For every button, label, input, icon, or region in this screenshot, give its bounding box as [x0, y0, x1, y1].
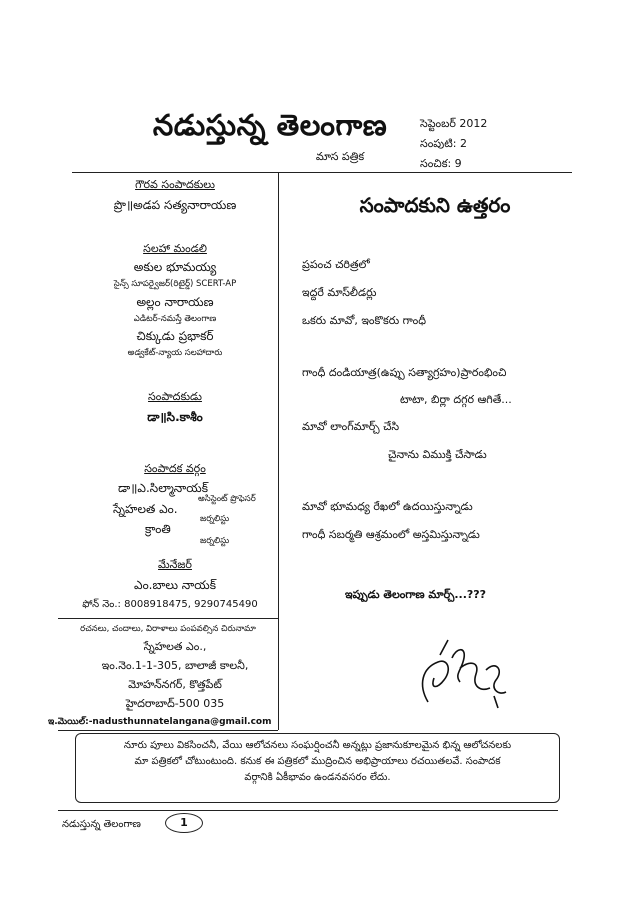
left-bottom-divider: [58, 730, 278, 731]
column-divider: [278, 172, 279, 730]
address-heading: రచనలు, చందాలు, విరాళాలు పంపవల్సిన చిరునామా: [80, 624, 256, 634]
manager-name: ఎం.బాలు నాయక్: [134, 578, 216, 592]
honorary-editor-name: ప్రొ॥అడప సత్యనారాయణ: [113, 198, 237, 212]
advisor-name: చిక్కుడు ప్రభాకర్: [136, 329, 214, 343]
address-line: హైదరాబాద్-500 035: [125, 697, 225, 710]
editorial-heading: సంపాదకుని ఉత్తరం: [359, 193, 511, 217]
notice-line: మా పత్రికలో చోటుంటుంది. కనుక ఈ పత్రికలో ముద్రించిన అభిప్రాయాలు రచయితలవే. సంపాదక: [134, 756, 501, 767]
editorial-line: ఇద్దరే మాస్‌లీడర్లు: [302, 286, 377, 299]
editorial-line: టాటా, బిర్లా దగ్గర ఆగితే...: [400, 393, 512, 406]
board-member-name: స్నేహలత ఎం.: [113, 502, 178, 516]
board-member-role: అసిస్టెంట్ ప్రొఫెసర్: [198, 494, 256, 504]
email-address: ఇ.మెయిల్:-nadusthunnatelangana@gmail.com: [48, 717, 272, 727]
advisor-role: ఎడిటర్-నమస్తే తెలంగాణ: [133, 314, 217, 324]
issue-number: సంచిక: 9: [420, 157, 462, 170]
editorial-line: గాంధీ దండియాత్ర(ఉప్పు సత్యాగ్రహం)ప్రారంభించి: [302, 366, 507, 379]
editorial-closing: ఇప్పుడు తెలంగాణ మార్చ్...???: [345, 588, 487, 601]
honorary-editors-heading: గౌరవ సంపాదకులు: [135, 178, 215, 191]
editorial-line: గాంధీ సబర్మతి ఆశ్రమంలో అస్తమిస్తున్నాడు: [302, 528, 480, 541]
issue-volume: సంపుటి: 2: [420, 137, 467, 150]
board-member-role: జర్నలిస్టు: [200, 514, 230, 524]
issue-date: సెప్టెంబర్ 2012: [420, 117, 488, 130]
editor-signature-image: [400, 630, 520, 715]
magazine-title: నడుస్తున్న తెలంగాణ: [152, 108, 388, 142]
notice-line: నూరు పూలు వికసించనీ, వేయి ఆలోచనలు సంఘర్షించనీ అన్నట్లు ప్రజానుకూలమైన భిన్న ఆలోచనలకు: [123, 740, 512, 751]
editorial-line: చైనాను విముక్తి చేసాడు: [388, 448, 487, 461]
board-member-role: జర్నలిస్టు: [200, 536, 230, 546]
header-divider: [72, 172, 572, 173]
editorial-line: మావో లాంగ్‌మార్చ్ చేసి: [302, 420, 400, 433]
phone-numbers: ఫోన్ నెం.: 8008918475, 9290745490: [82, 599, 258, 610]
advisor-name: అల్లం నారాయణ: [136, 295, 214, 309]
manager-heading: మేనేజర్: [158, 558, 192, 571]
issue-info: [420, 114, 570, 174]
advisor-name: అకుల భూమయ్య: [133, 260, 217, 274]
magazine-type: మాస పత్రిక: [315, 150, 365, 163]
editor-heading: సంపాదకుడు: [148, 390, 202, 403]
advisor-role: సైన్స్ సూపర్వైజర్(రిటైర్డ్) SCERT-AP: [113, 279, 237, 289]
advisor-role: అడ్వకేట్-న్యాయ సలహాదారు: [127, 348, 223, 358]
board-member-name: డా॥ఎ.సిల్మానాయక్: [118, 481, 208, 495]
address-divider: [58, 618, 278, 619]
editorial-line: ప్రపంచ చరిత్రలో: [302, 258, 370, 271]
advisory-board-heading: సలహా మండలి: [143, 242, 207, 255]
editorial-line: ఒకరు మావో, ఇంకొకరు గాంధీ: [302, 314, 426, 327]
editorial-board-heading: సంపాదక వర్గం: [144, 462, 206, 475]
editor-name: డా॥సి.కాశీం: [147, 410, 203, 424]
footer-magazine-name: నడుస్తున్న తెలంగాణ: [62, 819, 141, 830]
notice-line: వర్గానికి ఏకీభావం ఉండనవసరం లేదు.: [244, 772, 391, 783]
page-number: 1: [165, 813, 203, 833]
address-name: స్నేహలత ఎం.,: [143, 640, 207, 653]
footer-divider: [58, 810, 558, 811]
disclaimer-notice: [75, 733, 560, 803]
editorial-line: మావో భూమధ్య రేఖలో ఉదయిస్తున్నాడు: [302, 500, 473, 513]
board-member-name: క్రాంతి: [145, 522, 171, 536]
address-line: ఇం.నెం.1-1-305, బాలాజీ కాలనీ,: [101, 659, 249, 672]
address-line: మోహన్‌నగర్, కొత్తపేట్: [128, 678, 222, 691]
